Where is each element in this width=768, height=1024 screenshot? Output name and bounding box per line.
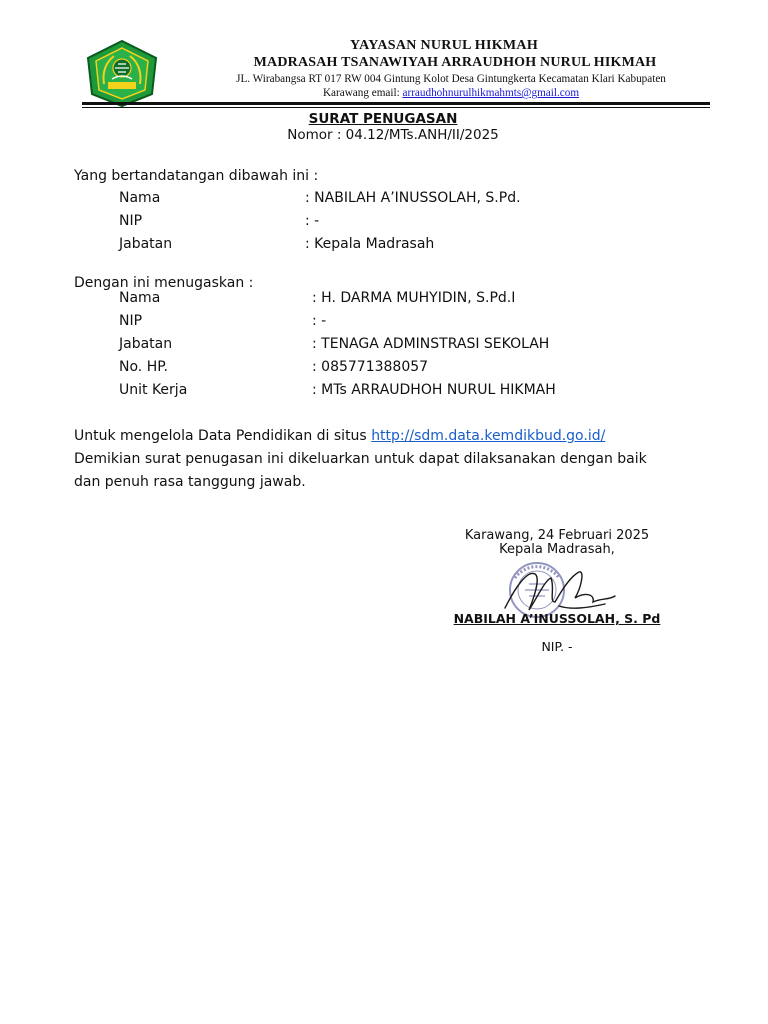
- assignee-nip-value: : -: [312, 313, 327, 329]
- signer-name-value: : NABILAH A’INUSSOLAH, S.Pd.: [305, 190, 521, 206]
- signature-place-date: Karawang, 24 Februari 2025: [464, 528, 650, 543]
- assignee-position-label: Jabatan: [119, 336, 173, 352]
- document-title: SURAT PENUGASAN: [308, 111, 458, 127]
- email-link[interactable]: arraudhohnurulhikmahmts@gmail.com: [402, 87, 580, 99]
- letterhead-rule-thick: [82, 102, 710, 105]
- assignee-name-label: Nama: [119, 290, 161, 306]
- school-name: MADRASAH TSANAWIYAH ARRAUDHOH NURUL HIKMAH: [253, 55, 657, 70]
- org-name: YAYASAN NURUL HIKMAH: [349, 38, 539, 53]
- assignee-phone-value: : 085771388057: [312, 359, 429, 375]
- assignee-position-value: : TENAGA ADMINSTRASI SEKOLAH: [312, 336, 550, 352]
- signer-nip-value: : -: [305, 213, 320, 229]
- signature-name: NABILAH A’INUSSOLAH, S. Pd: [453, 611, 661, 626]
- official-stamp: [510, 563, 564, 617]
- address-email-prefix: Karawang email:: [322, 87, 403, 99]
- signer-intro: Yang bertandatangan dibawah ini :: [74, 168, 319, 184]
- signer-nip-label: NIP: [119, 213, 143, 229]
- sdm-link[interactable]: http://sdm.data.kemdikbud.go.id/: [371, 428, 606, 444]
- letterhead-rule-thin: [82, 107, 710, 108]
- assignee-unit-label: Unit Kerja: [119, 382, 188, 398]
- assignee-nip-label: NIP: [119, 313, 143, 329]
- assignee-phone-label: No. HP.: [119, 359, 168, 375]
- body-line-3: dan penuh rasa tanggung jawab.: [74, 474, 306, 490]
- assign-intro: Dengan ini menugaskan :: [74, 275, 254, 291]
- signature-nip: NIP. -: [541, 639, 573, 654]
- assignee-name-value: : H. DARMA MUHYIDIN, S.Pd.I: [312, 290, 516, 306]
- assignee-unit-value: : MTs ARRAUDHOH NURUL HIKMAH: [312, 382, 556, 398]
- body-line-1-text: Untuk mengelola Data Pendidikan di situs: [74, 428, 372, 444]
- madrasah-logo: [82, 38, 162, 108]
- signer-position-value: : Kepala Madrasah: [305, 236, 435, 252]
- body-line-1: [74, 428, 605, 444]
- signer-position-label: Jabatan: [119, 236, 173, 252]
- address-line-2: [196, 87, 706, 99]
- document-number: Nomor : 04.12/MTs.ANH/II/2025: [287, 127, 499, 143]
- body-line-2: Demikian surat penugasan ini dikeluarkan untuk dapat dilaksanakan dengan baik: [74, 451, 647, 467]
- signature-position: Kepala Madrasah,: [499, 542, 615, 557]
- address-line-1: JL. Wirabangsa RT 017 RW 004 Gintung Kolot Desa Gintungkerta Kecamatan Klari Kabupaten: [236, 73, 666, 85]
- signer-name-label: Nama: [119, 190, 161, 206]
